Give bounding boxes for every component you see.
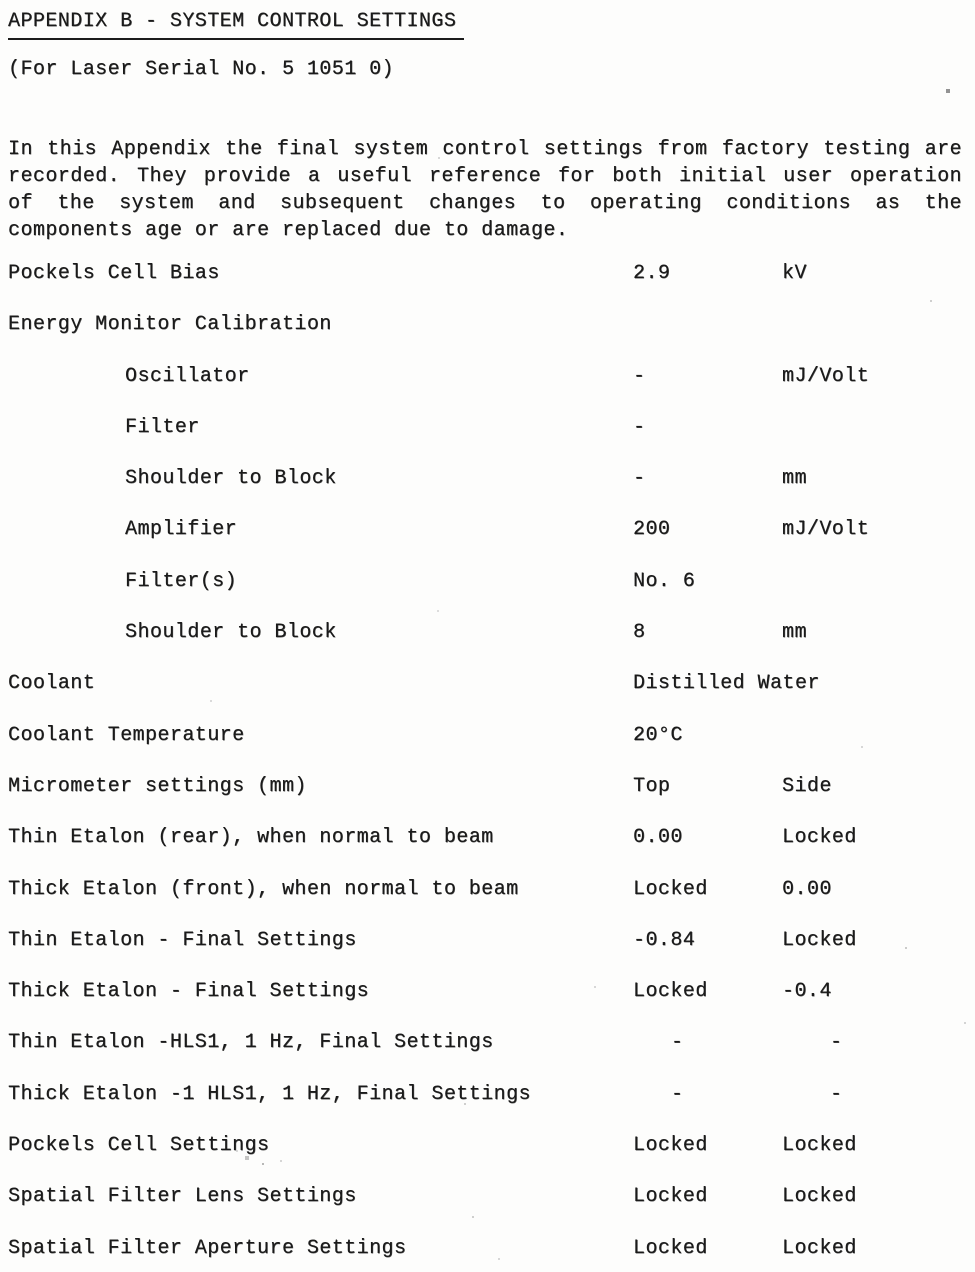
setting-label: Coolant: [8, 672, 96, 696]
setting-label: Shoulder to Block: [125, 467, 337, 491]
settings-row: [8, 1132, 975, 1183]
setting-value-top: Distilled Water: [633, 672, 820, 696]
setting-value-side: mJ/Volt: [782, 518, 870, 542]
setting-label: Thin Etalon - Final Settings: [8, 928, 357, 952]
settings-row: [8, 260, 975, 311]
scan-noise-specks: [0, 0, 2, 2]
setting-value-side: Locked: [782, 1185, 857, 1209]
settings-row: [8, 1029, 975, 1080]
setting-label: Filter(s): [125, 569, 238, 593]
setting-value-side: -: [830, 1031, 843, 1055]
settings-row: [8, 414, 975, 465]
setting-value-top: Locked: [633, 1134, 708, 1158]
setting-value-top: 8: [633, 621, 646, 645]
settings-row: [8, 568, 975, 619]
setting-value-top: -: [671, 1082, 684, 1106]
settings-row: [8, 876, 975, 927]
intro-paragraph: [8, 136, 962, 244]
settings-row: [8, 978, 975, 1029]
intro-line: In this Appendix the final system control settings from factory testing are: [8, 138, 962, 161]
setting-value-top: Locked: [633, 877, 708, 901]
setting-value-side: mJ/Volt: [782, 364, 870, 388]
setting-label: Thin Etalon -HLS1, 1 Hz, Final Settings: [8, 1031, 494, 1055]
setting-label: Thick Etalon (front), when normal to beam: [8, 877, 519, 901]
settings-row: [8, 363, 975, 414]
setting-label: Filter: [125, 415, 200, 439]
setting-value-side: -0.4: [782, 980, 832, 1004]
settings-row: [8, 1081, 975, 1132]
setting-label: Thick Etalon -1 HLS1, 1 Hz, Final Settings: [8, 1082, 531, 1106]
setting-value-side: 0.00: [782, 877, 832, 901]
setting-value-side: Locked: [782, 928, 857, 952]
intro-line: of the system and subsequent changes to operating conditions as the: [8, 192, 962, 215]
setting-value-top: -: [633, 415, 646, 439]
setting-value-top: No. 6: [633, 569, 696, 593]
setting-label: Energy Monitor Calibration: [8, 313, 332, 337]
page-title-text: APPENDIX B - SYSTEM CONTROL SETTINGS: [8, 10, 464, 40]
setting-value-top: Locked: [633, 1236, 708, 1260]
settings-row: [8, 927, 975, 978]
setting-label: Micrometer settings (mm): [8, 774, 307, 798]
setting-value-side: -: [830, 1082, 843, 1106]
setting-label: Thin Etalon (rear), when normal to beam: [8, 826, 494, 850]
setting-value-top: -: [633, 467, 646, 491]
setting-value-top: -0.84: [633, 928, 696, 952]
setting-value-top: 200: [633, 518, 671, 542]
settings-row: [8, 670, 975, 721]
setting-value-top: Top: [633, 774, 671, 798]
setting-value-top: -: [671, 1031, 684, 1055]
setting-value-top: Locked: [633, 980, 708, 1004]
setting-value-side: Locked: [782, 1134, 857, 1158]
intro-line: components age or are replaced due to damage.: [8, 219, 569, 242]
setting-label: Pockels Cell Bias: [8, 262, 220, 285]
setting-value-top: Locked: [633, 1185, 708, 1209]
setting-label: Spatial Filter Aperture Settings: [8, 1236, 407, 1260]
setting-value-side: Locked: [782, 1236, 857, 1260]
setting-value-side: Locked: [782, 826, 857, 850]
settings-row: [8, 824, 975, 875]
settings-row: [8, 311, 975, 362]
setting-value-top: 0.00: [633, 826, 683, 850]
setting-value-top: -: [633, 364, 646, 388]
settings-row: [8, 516, 975, 567]
setting-value-side: kV: [782, 262, 807, 285]
setting-value-top: 2.9: [633, 262, 671, 285]
setting-value-side: mm: [782, 467, 807, 491]
page-title: [8, 10, 464, 40]
laser-serial-line: (For Laser Serial No. 5 1051 0): [8, 58, 395, 81]
setting-label: Shoulder to Block: [125, 621, 337, 645]
setting-label: Coolant Temperature: [8, 723, 245, 747]
settings-row: [8, 722, 975, 773]
setting-value-side: Side: [782, 774, 832, 798]
settings-row: [8, 1183, 975, 1234]
setting-label: Amplifier: [125, 518, 238, 542]
settings-row: [8, 465, 975, 516]
setting-label: Pockels Cell Settings: [8, 1134, 270, 1158]
setting-label: Spatial Filter Lens Settings: [8, 1185, 357, 1209]
intro-line: recorded. They provide a useful reference for both initial user operation: [8, 165, 962, 188]
settings-row: [8, 619, 975, 670]
setting-label: Thick Etalon - Final Settings: [8, 980, 370, 1004]
setting-value-top: 20°C: [633, 723, 683, 747]
settings-table: [8, 260, 975, 1272]
setting-label: Oscillator: [125, 364, 250, 388]
settings-row: [8, 773, 975, 824]
settings-row: [8, 1235, 975, 1272]
setting-value-side: mm: [782, 621, 807, 645]
